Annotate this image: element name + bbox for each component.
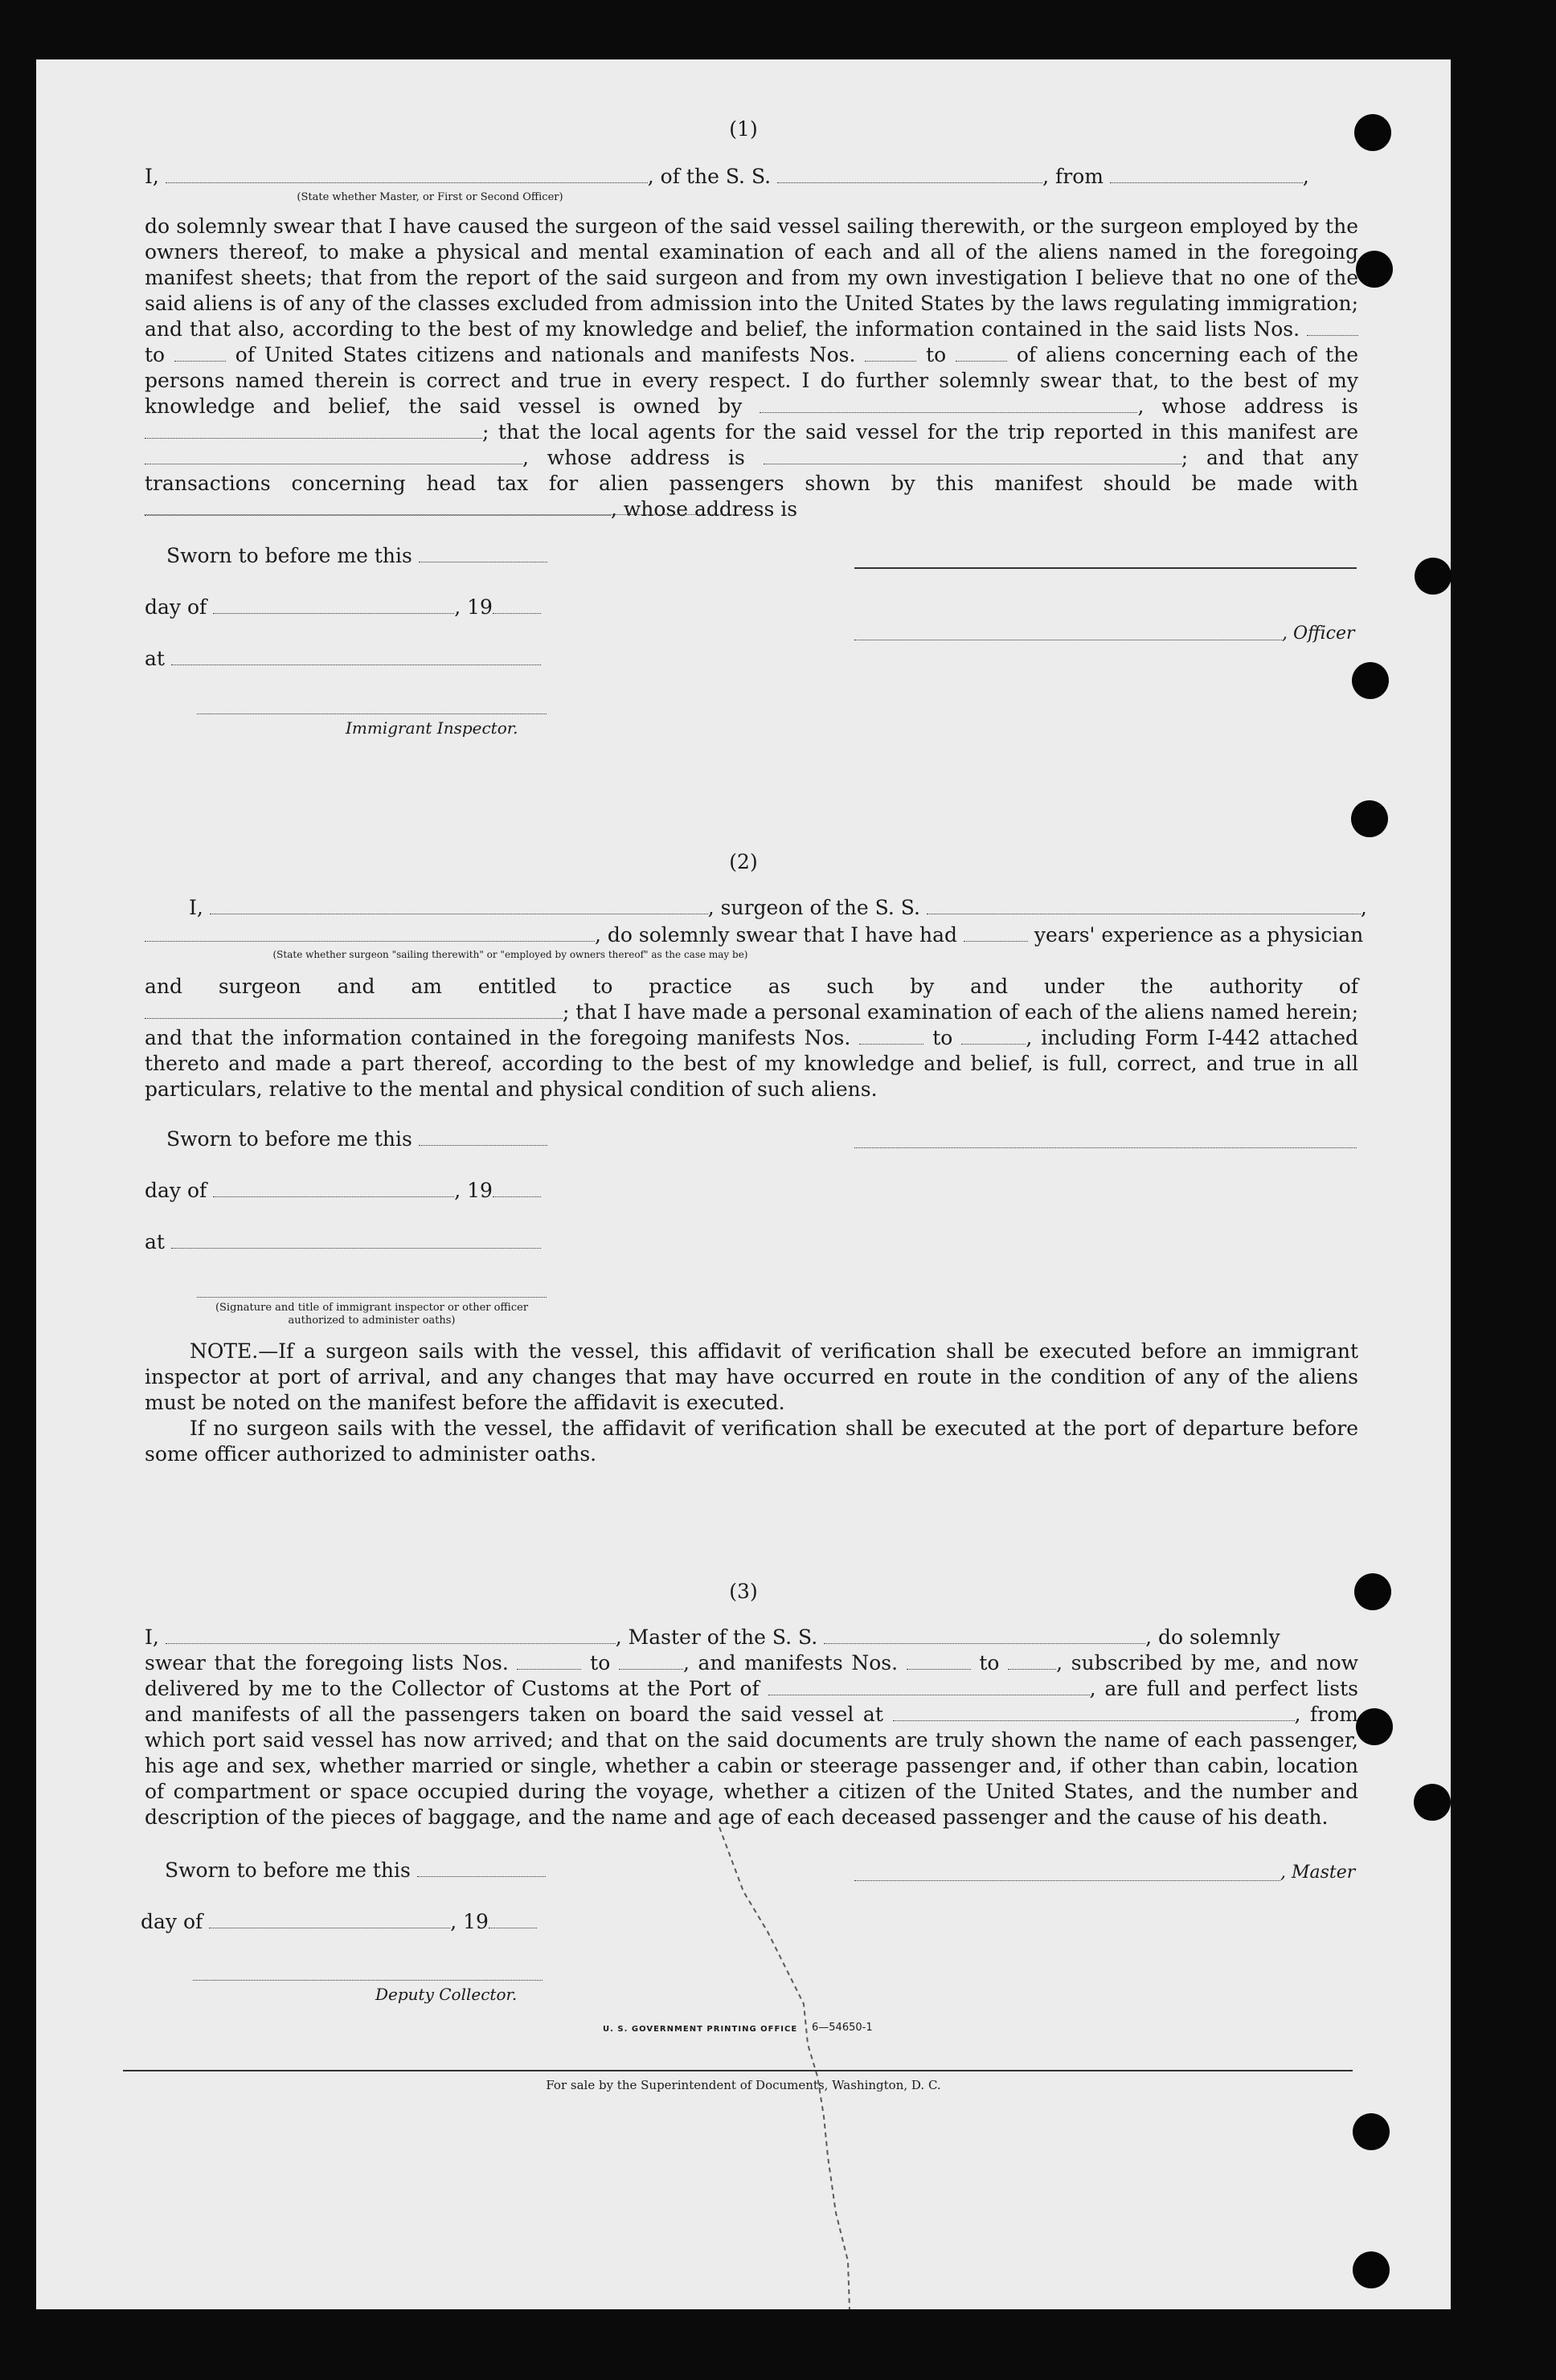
at-line-1: at (145, 646, 541, 672)
section-2-surgeon-line: I, , surgeon of the S. S. , (189, 896, 1367, 919)
officer-caption: (State whether Master, or First or Second Officer) (297, 191, 563, 203)
day-line-3: day of , 19 (141, 1909, 537, 1935)
sale-notice: For sale by the Superintendent of Documents, Washington, D. C. (546, 2078, 941, 2092)
note-paragraph: NOTE.—If a surgeon sails with the vessel, this affidavit of verification shall be executed before an immigrant inspector at port of arrival, and any changes that may have occurred en route in the condition of any of the aliens must be noted on the manifest before the affidavit is executed. (145, 1339, 1358, 1414)
section-1-number: (1) (729, 117, 758, 141)
sworn-line-1: Sworn to before me this (166, 543, 547, 569)
section-3-number: (3) (729, 1580, 758, 1603)
note-paragraph-2: If no surgeon sails with the vessel, the affidavit of verification shall be executed at the port of departure before some officer authorized to administer oaths. (145, 1417, 1358, 1466)
form-number: 6—54650-1 (812, 2022, 873, 2034)
section-2-years-line: , do solemnly swear that I have had years' experience as a physician (145, 922, 1363, 948)
inspector-label: Immigrant Inspector. (346, 718, 518, 738)
signature-caption: (Signature and title of immigrant inspector or other officer authorized to administer oaths) (215, 1302, 529, 1327)
section-3-body: swear that the foregoing lists Nos. to , and manifests Nos. to , subscribed by me, and now delivered by me to the Collector of Customs at the Port of , are full and perfect lists and manifests of all the passengers taken on board the said vessel at , from which port said vessel has now arrived; and that on the said documents are truly shown the name of each passenger, his age and sex, whether married or single, whether a cabin or steerage passenger and, if other than cabin, location of compartment or space occupied during the voyage, whether a citizen of the United States, and the number and description of the pieces of baggage, and the name and age of each deceased passenger and the cause of his death. (145, 1651, 1359, 1829)
section-2-body: and surgeon and am entitled to practice as such by and under the authority of ; that I have made a personal examination of each of the aliens named herein; and that the information contained in the foregoing manifests Nos. to , including Form I-442 attached thereto and made a part thereof, according to the best of my knowledge and belief, is full, correct, and true in all particulars, relative to the mental and physical condition of such aliens. (145, 975, 1358, 1101)
manifest-affidavit-sheet (36, 59, 1451, 2309)
gpo-imprint: U. S. GOVERNMENT PRINTING OFFICE (603, 2025, 798, 2034)
collector-label: Deputy Collector. (375, 1985, 518, 2004)
day-line-2: day of , 19 (145, 1178, 541, 1204)
section-3-master-line: I, , Master of the S. S. , do solemnly (145, 1626, 1280, 1649)
sworn-line-2: Sworn to before me this (166, 1127, 547, 1152)
section-1-officer-line: I, , of the S. S. , from , (145, 165, 1309, 188)
day-line-1: day of , 19 (145, 595, 541, 620)
section-1-body: do solemnly swear that I have caused the surgeon of the said vessel sailing therewith, or the surgeon employed by the owners thereof, to make a physical and mental examination of each and all of the aliens named in the foregoing manifest sheets; that from the report of the said surgeon and from my own investigation I believe that no one of the said aliens is of any of the classes excluded from admission into the United States by the laws regulating immigration; and that also, according to the best of my knowledge and belief, the information contained in the said lists Nos. to of United States citizens and nationals and manifests Nos. to of aliens concerning each of the persons named therein is correct and true in every respect. I do further solemnly swear that, to the best of my knowledge and belief, the said vessel is owned by , whose address is ; that the local agents for the said vessel for the trip reported in this manifest are , whose address is ; and that any transactions concerning head tax for alien passengers shown by this manifest should be made with , whose address is (145, 215, 1359, 521)
at-line-2: at (145, 1229, 541, 1255)
surgeon-caption: (State whether surgeon "sailing therewith" or "employed by owners thereof" as the case may be) (272, 949, 748, 960)
paper-crease (36, 59, 1451, 2309)
section-2-number: (2) (729, 850, 758, 873)
master-label: , Master (1280, 1863, 1356, 1883)
officer-label: , Officer (1282, 624, 1355, 644)
sworn-line-3: Sworn to before me this (165, 1858, 546, 1883)
